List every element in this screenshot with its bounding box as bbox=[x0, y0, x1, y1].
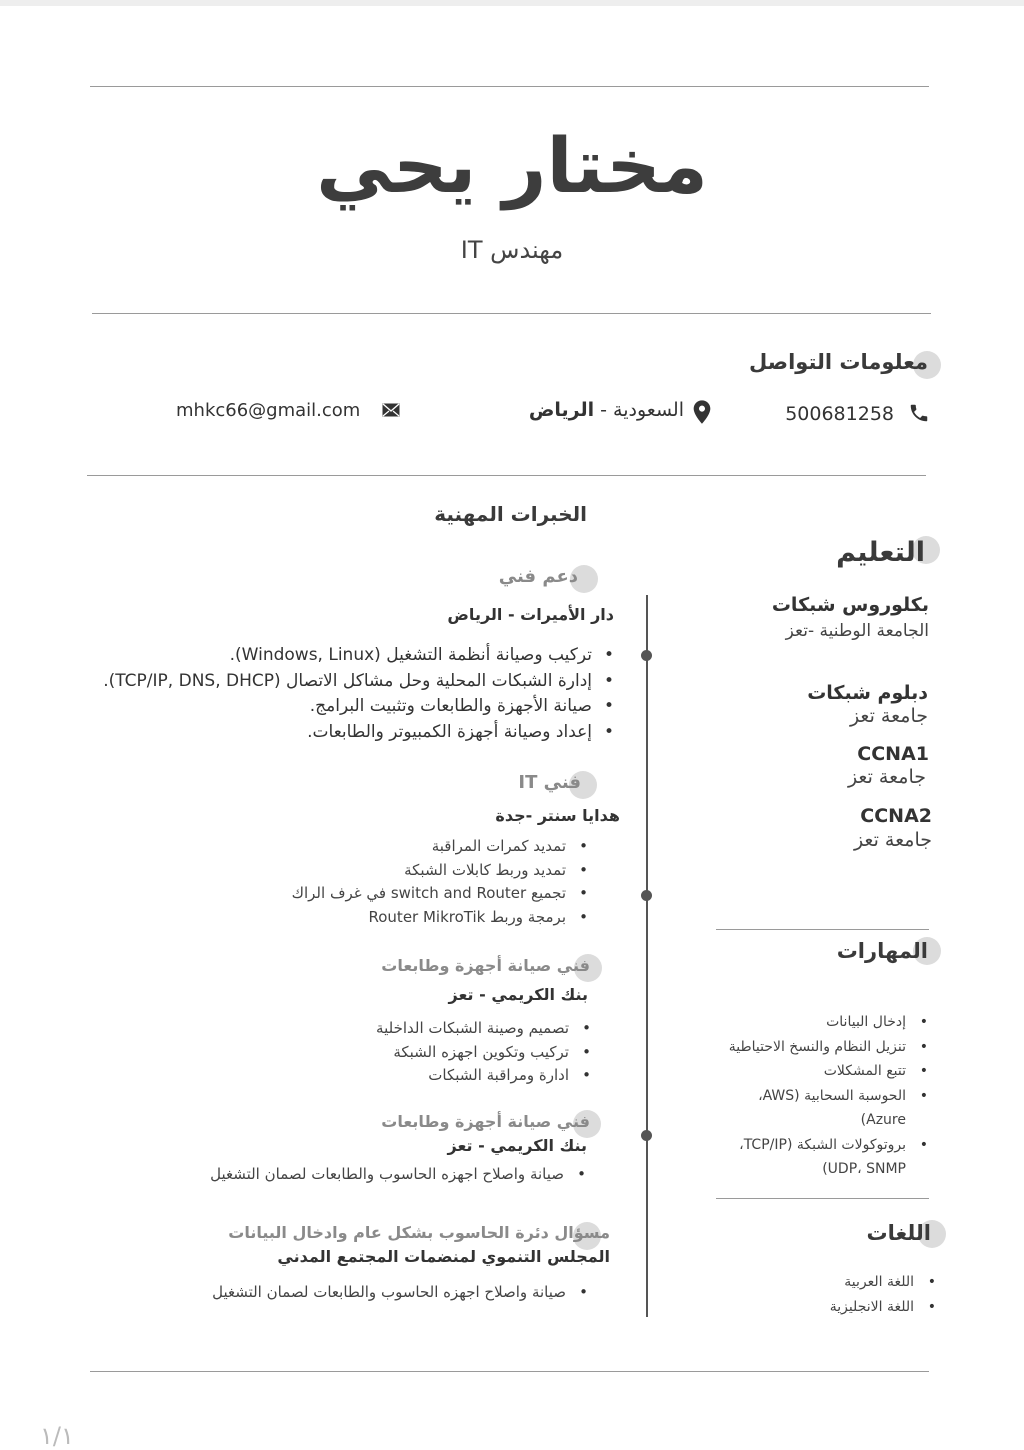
job-duties-list bbox=[376, 1017, 569, 1088]
envelope-icon bbox=[382, 403, 400, 417]
list-item: • تمديد وربط كابلات الشبكة bbox=[292, 859, 566, 883]
list-item: • تجميع switch and Router في غرف الراك bbox=[292, 882, 566, 906]
list-item: • إدارة الشبكات المحلية وحل مشاكل الاتصال (TCP/IP, DNS, DHCP). bbox=[103, 669, 592, 695]
list-item: • ادارة ومراقبة الشبكات bbox=[376, 1064, 569, 1088]
list-item-text: UDP، SNMP) bbox=[822, 1161, 906, 1177]
list-item: • اللغة العربية bbox=[830, 1270, 914, 1295]
list-item-continuation bbox=[729, 1157, 906, 1182]
location-text bbox=[529, 399, 684, 421]
education-institution: الجامعة الوطنية -تعز bbox=[785, 621, 929, 641]
timeline-dot bbox=[641, 650, 652, 661]
job-organization: المجلس التنموي لمنضمات المجتمع المدني bbox=[277, 1247, 610, 1266]
job-title: فني صيانة أجهزة وطابعات bbox=[381, 1112, 590, 1131]
job-title: مهندس IT bbox=[460, 236, 564, 264]
location-pin-icon bbox=[692, 399, 712, 425]
list-item: • الحوسبة السحابية (AWS، bbox=[729, 1084, 906, 1109]
languages-section-title: اللغات bbox=[866, 1221, 931, 1245]
education-institution: جامعة تعز bbox=[849, 705, 928, 727]
education-section-title: التعليم bbox=[836, 537, 925, 568]
job-title: فني IT bbox=[518, 772, 581, 793]
experience-section-title: الخبرات المهنية bbox=[434, 502, 587, 526]
education-institution: جامعة تعز bbox=[853, 829, 932, 851]
list-item: • اللغة الانجليزية bbox=[830, 1295, 914, 1320]
list-item: • صيانة واصلاح اجهزه الحاسوب والطابعات لصمان التشغيل bbox=[210, 1163, 564, 1187]
list-item-text: Azure) bbox=[860, 1112, 906, 1128]
list-item: • إعداد وصيانة أجهزة الكمبيوتر والطابعات. bbox=[103, 720, 592, 746]
contact-section-title: معلومات التواصل bbox=[749, 350, 928, 374]
education-degree: بكلوروس شبكات bbox=[771, 594, 929, 616]
job-organization: دار الأميرات - الرياض bbox=[447, 605, 614, 624]
list-item: • تتبع المشكلات bbox=[729, 1059, 906, 1084]
languages-list bbox=[830, 1270, 914, 1319]
list-item: • بروتوكولات الشبكة (TCP/IP، bbox=[729, 1133, 906, 1158]
phone-number: 500681258 bbox=[785, 403, 894, 425]
job-title: فني صيانة أجهزة وطابعات bbox=[381, 956, 590, 975]
skills-bottom-rule bbox=[716, 1198, 929, 1199]
education-degree: دبلوم شبكات bbox=[807, 682, 928, 704]
list-item: • تصميم وصينة الشبكات الداخلية bbox=[376, 1017, 569, 1041]
contact-bottom-rule bbox=[87, 475, 926, 476]
skills-section-title: المهارات bbox=[836, 939, 928, 963]
job-duties-list bbox=[210, 1163, 564, 1187]
job-organization: هدايا سنتر -جدة bbox=[495, 806, 620, 825]
list-item: • إدخال البيانات bbox=[729, 1010, 906, 1035]
education-degree: CCNA2 bbox=[860, 805, 932, 827]
location-country: السعودية - bbox=[594, 399, 684, 421]
job-duties-list bbox=[103, 643, 592, 745]
list-item: • صيانة واصلاح اجهزه الحاسوب والطابعات لصمان التشغيل bbox=[212, 1281, 566, 1305]
full-name: مختار يحي bbox=[316, 121, 708, 210]
list-item: • تركيب وتكوين اجهزه الشبكة bbox=[376, 1041, 569, 1065]
job-duties-list bbox=[212, 1281, 566, 1305]
list-item: • برمجة وربط Router MikroTik bbox=[292, 906, 566, 930]
skills-list bbox=[729, 1010, 906, 1182]
list-item: • تركيب وصيانة أنظمة التشغيل (Windows, Linux). bbox=[103, 643, 592, 669]
timeline-dot bbox=[641, 890, 652, 901]
page-number: ١/١ bbox=[40, 1422, 74, 1450]
header-top-rule bbox=[90, 86, 929, 87]
job-organization: بنك الكريمي - تعز bbox=[448, 985, 588, 1004]
header-bottom-rule bbox=[92, 313, 931, 314]
phone-icon bbox=[908, 402, 930, 424]
education-degree: CCNA1 bbox=[857, 743, 929, 765]
job-duties-list bbox=[292, 835, 566, 929]
list-item: • تنزيل النظام والنسخ الاحتياطية bbox=[729, 1035, 906, 1060]
list-item-continuation bbox=[729, 1108, 906, 1133]
list-item: • صيانة الأجهزة والطابعات وتثبيت البرامج. bbox=[103, 694, 592, 720]
job-title: مسؤال دئرة الحاسوب بشكل عام وادخال البيانات bbox=[228, 1223, 610, 1242]
email-address[interactable]: mhkc66@gmail.com bbox=[176, 400, 361, 421]
skills-top-rule bbox=[716, 929, 929, 930]
footer-rule bbox=[90, 1371, 929, 1372]
job-title: دعم فني bbox=[498, 566, 578, 587]
education-institution: جامعة تعز bbox=[847, 766, 926, 788]
timeline-line bbox=[646, 595, 648, 1317]
timeline-dot bbox=[641, 1130, 652, 1141]
page-top-strip bbox=[0, 0, 1024, 6]
location-city: الرياض bbox=[528, 399, 595, 421]
job-organization: بنك الكريمي - تعز bbox=[447, 1136, 587, 1155]
list-item: • تمديد كمرات المراقبة bbox=[292, 835, 566, 859]
